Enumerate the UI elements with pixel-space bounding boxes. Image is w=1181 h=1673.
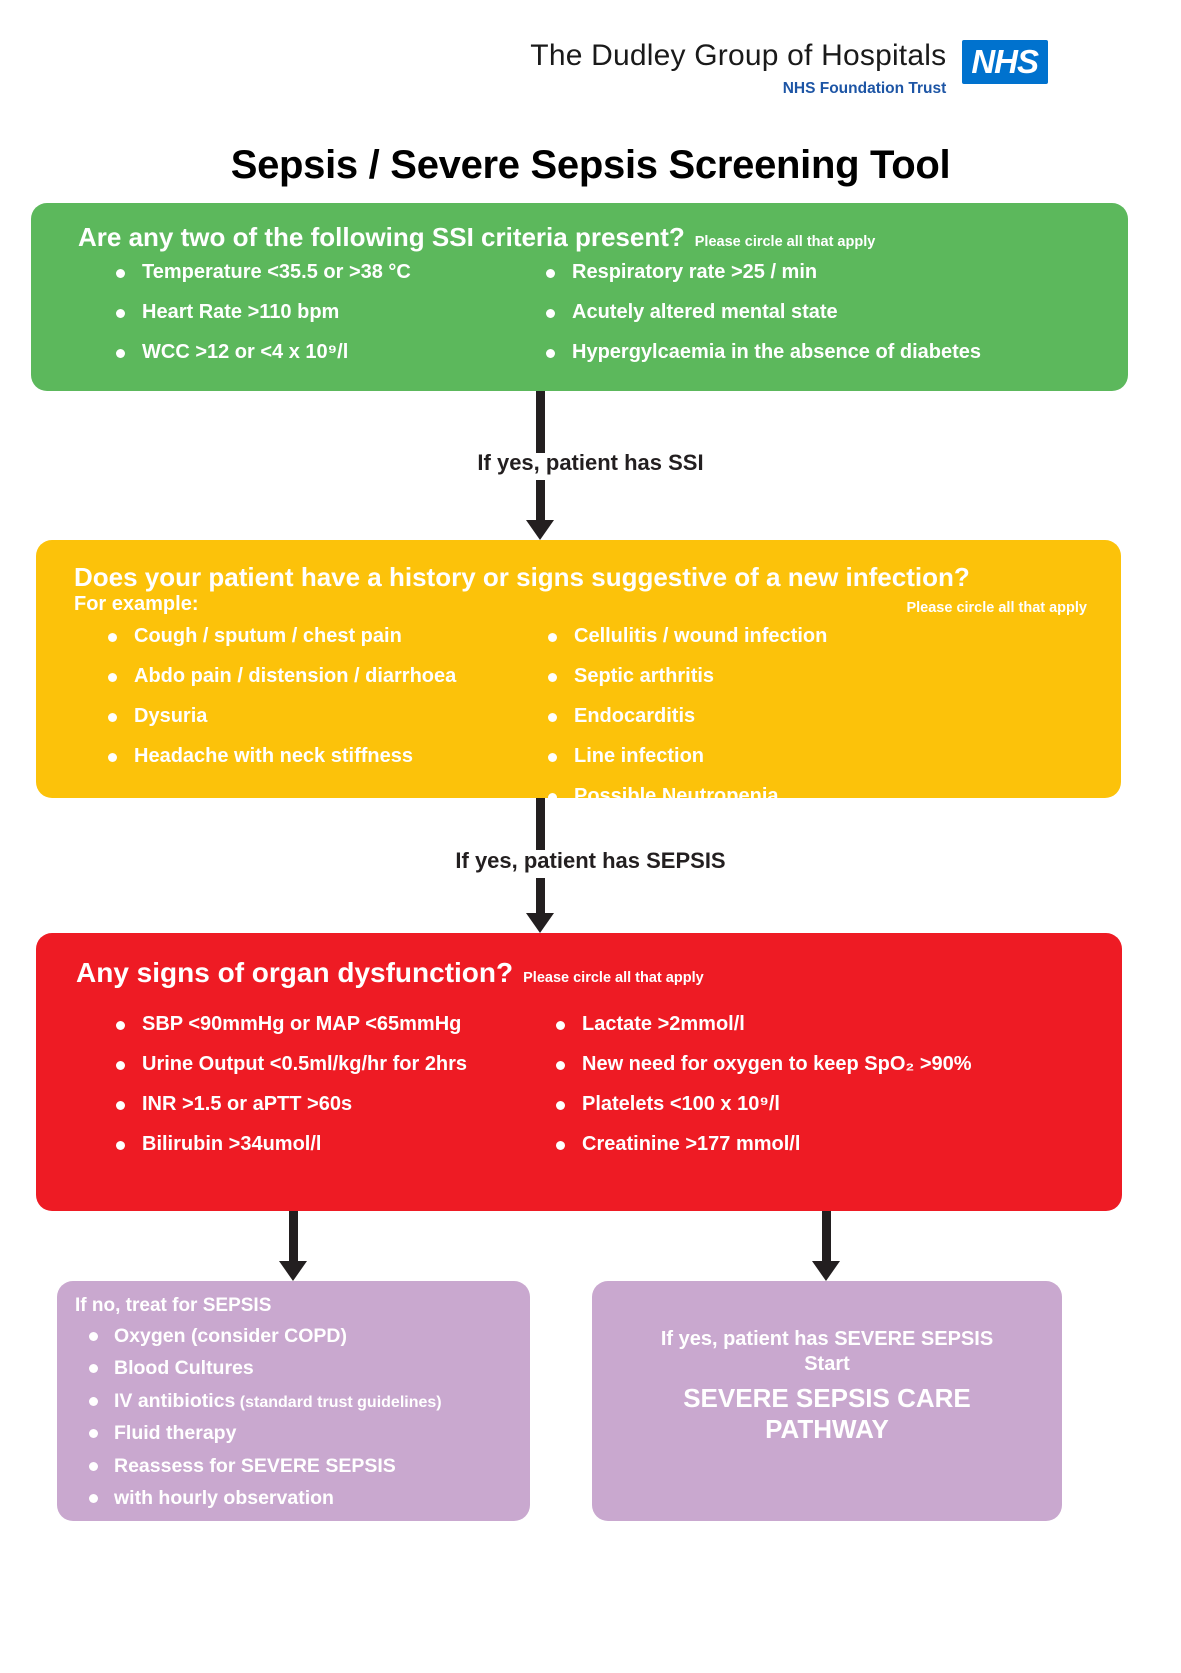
step3-organ-dysfunction-box [36, 933, 1122, 1211]
list-item[interactable]: WCC >12 or <4 x 10⁹/l [116, 341, 546, 364]
outcome-yes-line4: PATHWAY [765, 1414, 889, 1445]
list-item[interactable]: Hypergylcaemia in the absence of diabetes [546, 341, 1066, 364]
list-item[interactable]: IV antibiotics (standard trust guidelines) [89, 1390, 519, 1412]
list-item[interactable]: Line infection [548, 745, 1048, 768]
step3-circle-note: Please circle all that apply [523, 970, 704, 986]
step3-criteria-columns [116, 1013, 1116, 1173]
step2-infection-right [548, 625, 1048, 825]
list-item[interactable]: Endocarditis [548, 705, 1048, 728]
list-item[interactable]: Possible Neutropenia [548, 785, 1048, 808]
list-item[interactable]: Cellulitis / wound infection [548, 625, 1048, 648]
step1-criteria-right [546, 261, 1066, 381]
outcome-no-list [89, 1325, 519, 1520]
step2-infection-columns [108, 625, 1108, 825]
nhs-logo: NHS [962, 40, 1048, 84]
list-item[interactable]: Reassess for SEVERE SEPSIS [89, 1455, 519, 1477]
outcome-yes-line2: Start [804, 1353, 850, 1375]
list-item[interactable]: Creatinine >177 mmol/l [556, 1133, 1076, 1156]
step3-header [76, 957, 704, 989]
step1-heading: Are any two of the following SSI criteria present? [78, 222, 685, 252]
list-item[interactable]: Lactate >2mmol/l [556, 1013, 1076, 1036]
step2-infection-left [108, 625, 548, 825]
outcome-yes-box [592, 1281, 1062, 1521]
trust-header [530, 40, 1048, 97]
list-item[interactable]: Fluid therapy [89, 1422, 519, 1444]
step3-criteria-left [116, 1013, 556, 1173]
trust-subtitle: NHS Foundation Trust [782, 79, 947, 97]
list-item[interactable]: Heart Rate >110 bpm [116, 301, 546, 324]
list-item-continuation: with hourly observation [89, 1487, 519, 1509]
step1-criteria-columns [116, 261, 1106, 381]
outcome-yes-text [592, 1327, 1062, 1445]
trust-text-block [530, 40, 946, 97]
outcome-no-box [57, 1281, 530, 1521]
step1-circle-note: Please circle all that apply [694, 234, 876, 250]
step3-heading: Any signs of organ dysfunction? [76, 957, 514, 988]
step1-criteria-left [116, 261, 546, 381]
list-item[interactable]: Dysuria [108, 705, 548, 728]
step1-header [78, 222, 875, 253]
list-item[interactable]: Platelets <100 x 10⁹/l [556, 1093, 1076, 1116]
outcome-yes-line3: SEVERE SEPSIS CARE [683, 1383, 971, 1413]
list-item[interactable]: Temperature <35.5 or >38 °C [116, 261, 546, 284]
list-item[interactable]: Septic arthritis [548, 665, 1048, 688]
list-item[interactable]: Abdo pain / distension / diarrhoea [108, 665, 548, 688]
list-item[interactable]: Respiratory rate >25 / min [546, 261, 1066, 284]
step2-circle-note: Please circle all that apply [906, 600, 1087, 616]
step2-infection-box [36, 540, 1121, 807]
list-item[interactable]: SBP <90mmHg or MAP <65mmHg [116, 1013, 556, 1036]
step3-criteria-right [556, 1013, 1076, 1173]
list-item[interactable]: Headache with neck stiffness [108, 745, 548, 768]
list-item[interactable]: INR >1.5 or aPTT >60s [116, 1093, 556, 1116]
trust-name: The Dudley Group of Hospitals [530, 39, 947, 72]
step1-ssi-criteria-box [31, 203, 1128, 391]
list-item[interactable]: New need for oxygen to keep SpO₂ >90% [556, 1053, 1076, 1076]
list-item[interactable]: Acutely altered mental state [546, 301, 1066, 324]
list-item[interactable]: Blood Cultures [89, 1357, 519, 1379]
page-title: Sepsis / Severe Sepsis Screening Tool [230, 143, 951, 187]
list-item[interactable]: Cough / sputum / chest pain [108, 625, 548, 648]
list-item[interactable]: Bilirubin >34umol/l [116, 1133, 556, 1156]
step2-heading: Does your patient have a history or signs suggestive of a new infection? [74, 562, 970, 592]
outcome-no-lead: If no, treat for SEPSIS [75, 1295, 272, 1316]
connector-label-2: If yes, patient has SEPSIS [455, 848, 726, 873]
connector-label-1: If yes, patient has SSI [477, 450, 704, 475]
list-item[interactable]: Oxygen (consider COPD) [89, 1325, 519, 1347]
outcome-yes-line1: If yes, patient has SEVERE SEPSIS [660, 1328, 994, 1350]
list-item[interactable]: Urine Output <0.5ml/kg/hr for 2hrs [116, 1053, 556, 1076]
step2-subheading: For example: [74, 593, 199, 615]
